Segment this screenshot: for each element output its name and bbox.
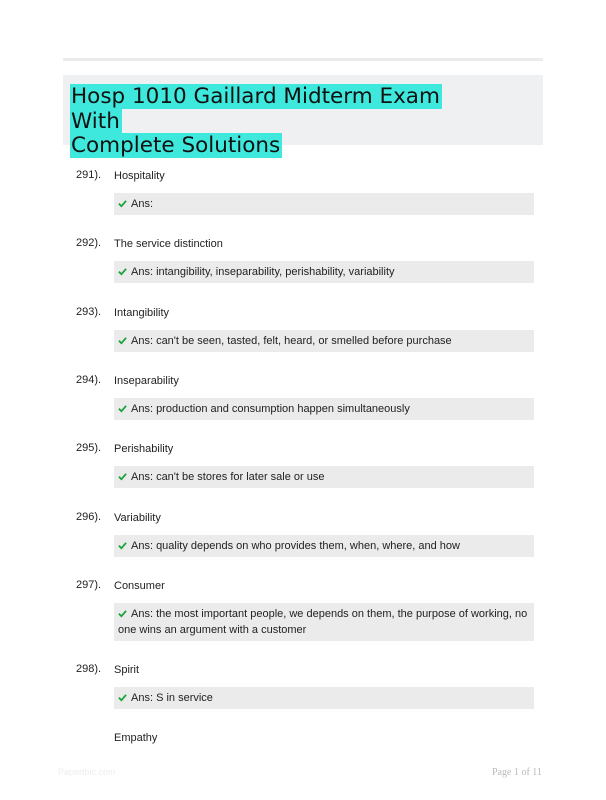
answer-box [114,466,534,488]
check-icon [118,609,127,618]
question-number: 293). [76,306,102,318]
answer-box [114,398,534,420]
question-term: Empathy [114,732,158,744]
title-line-1: Hosp 1010 Gaillard Midterm Exam With [71,84,440,134]
answer-box [114,261,534,283]
answer-text: Ans: the most important people, we depends on them, the purpose of working, no one wins an argument with a customer [118,608,528,636]
answer-text: Ans: quality depends on who provides them, when, where, and how [131,540,460,552]
check-icon [118,336,127,345]
question-number: 298). [76,663,102,675]
question-term: Inseparability [114,375,179,387]
answer-text: Ans: intangibility, inseparability, perishability, variability [131,266,395,278]
answer-box [114,687,534,709]
question-term: Variability [114,512,161,524]
answer-text: Ans: S in service [131,692,213,704]
answer-box [114,535,534,557]
check-icon [118,693,127,702]
question-number: 292). [76,237,102,249]
answer-text: Ans: can't be stores for later sale or use [131,471,325,483]
answer-box [114,603,534,641]
check-icon [118,472,127,481]
answer-text: Ans: can't be seen, tasted, felt, heard, or smelled before purchase [131,335,452,347]
page-title [70,85,490,159]
answer-text: Ans: production and consumption happen simultaneously [131,403,410,415]
answer-text: Ans: [131,198,154,210]
top-divider [63,58,543,61]
answer-box [114,193,534,215]
title-banner [63,75,543,158]
question-term: Consumer [114,580,165,592]
question-term: The service distinction [114,238,223,250]
footer-watermark: Papertbic.com [58,767,116,777]
question-term: Perishability [114,443,174,455]
check-icon [118,199,127,208]
check-icon [118,267,127,276]
question-number: 294). [76,374,102,386]
question-number: 296). [76,511,102,523]
check-icon [118,404,127,413]
check-icon [118,541,127,550]
question-term: Hospitality [114,170,165,182]
title-line-2: Complete Solutions [71,133,281,158]
page-number: Page 1 of 11 [492,767,542,778]
question-term: Spirit [114,664,140,676]
question-number: 295). [76,442,102,454]
answer-box [114,330,534,352]
question-number: 297). [76,579,102,591]
question-term: Intangibility [114,307,170,319]
question-number: 291). [76,169,102,181]
